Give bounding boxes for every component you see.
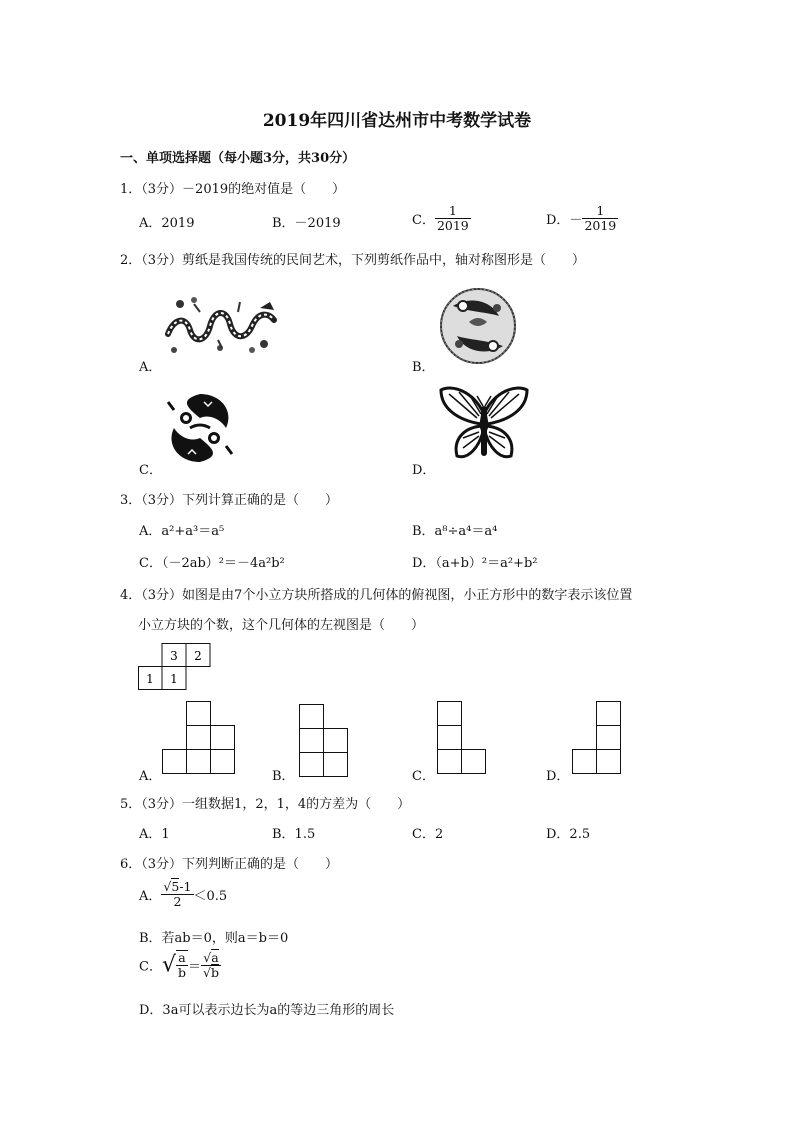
q1-c-denominator: 2019 (436, 218, 469, 233)
section-heading: 一、单项选择题（每小题3分，共30分） (120, 151, 356, 166)
question-6-stem: 6．（3分）下列判断正确的是（ ） (120, 857, 339, 872)
dragon-papercut-image (160, 290, 282, 362)
q6-option-a-tail: ＜0.5 (193, 889, 228, 904)
q6-option-c-label: C． (139, 959, 162, 975)
question-4-stem-line1: 4．（3分）如图是由7个小立方块所搭成的几何体的俯视图，小正方形中的数字表示该位置 (120, 588, 633, 603)
q3-option-d: D．（a+b）²＝a²+b² (412, 556, 538, 571)
q6-a-radicand: 5 (171, 879, 180, 894)
q1-c-numerator: 1 (435, 204, 471, 219)
q1-option-b: B．－2019 (272, 216, 341, 231)
q6-option-c (139, 950, 221, 980)
q2-option-c: C． (139, 463, 162, 478)
q6-c-left-denominator: b (177, 965, 186, 980)
q4-option-a: A． (139, 769, 162, 784)
q6-option-a-fraction (161, 880, 193, 909)
q6-a-denominator: 2 (173, 894, 182, 909)
q6-c-left-fraction (176, 950, 188, 980)
page-title: 2019年四川省达州市中考数学试卷 (262, 111, 532, 131)
q1-option-d-fraction (582, 204, 618, 233)
q4-option-c-figure (437, 701, 487, 774)
grid-number: 1 (146, 672, 154, 686)
q1-option-d-label: D．－ (546, 213, 583, 228)
q2-option-d: D． (412, 463, 436, 478)
q1-d-numerator: 1 (582, 204, 618, 219)
q1-option-c-fraction (435, 204, 471, 233)
butterfly-papercut-image (437, 384, 531, 466)
sqrt-icon: √ (163, 879, 172, 894)
q5-option-c: C．2 (412, 827, 444, 842)
q4-option-c: C． (412, 769, 435, 784)
question-4-stem-line2: 小立方块的个数，这个几何体的左视图是（ ） (138, 618, 425, 633)
q6-c-equals: ＝ (188, 959, 202, 975)
q3-option-c: C．（－2ab）²＝－4a²b² (139, 556, 285, 571)
q6-c-right-numerator-value: a (211, 949, 219, 965)
q6-c-right-denominator (201, 966, 221, 980)
sqrt-icon: √ (203, 964, 211, 980)
grid-number: 3 (170, 649, 178, 663)
fish-swirl-papercut-image (164, 388, 236, 468)
q6-c-left-numerator: a (176, 951, 188, 966)
q6-a-minus-one: -1 (179, 879, 192, 894)
q4-option-b: B． (272, 769, 295, 784)
sqrt-icon: √ (161, 952, 176, 978)
q6-option-d: D．3a可以表示边长为a的等边三角形的周长 (139, 1003, 395, 1018)
q6-c-right-denominator-value: b (210, 964, 219, 980)
q4-option-d-figure (572, 701, 622, 774)
grid-number: 1 (170, 672, 178, 686)
q6-option-b: B．若ab＝0，则a＝b＝0 (139, 931, 289, 946)
q6-option-a-label: A． (139, 889, 162, 904)
question-1-stem: 1．（3分）－2019的绝对值是（ ） (120, 182, 346, 197)
q6-a-numerator (161, 880, 193, 895)
q5-option-b: B．1.5 (272, 827, 316, 842)
q3-option-b: B．a⁸÷a⁴＝a⁴ (412, 524, 498, 539)
q1-d-denominator: 2019 (584, 218, 617, 233)
q6-c-right-fraction (201, 951, 221, 980)
q4-option-d: D． (546, 769, 570, 784)
q4-option-b-figure (299, 704, 349, 777)
top-view-grid (138, 643, 214, 691)
q6-option-a (139, 880, 227, 909)
sqrt-icon: √ (203, 949, 212, 965)
q1-option-c-label: C． (412, 213, 435, 228)
q1-option-d (546, 204, 618, 233)
q1-option-a: A．2019 (139, 216, 195, 231)
q2-option-b: B． (412, 360, 435, 375)
q5-option-d: D．2.5 (546, 827, 591, 842)
q5-option-a: A．1 (139, 827, 170, 842)
question-3-stem: 3．（3分）下列计算正确的是（ ） (120, 493, 339, 508)
question-5-stem: 5．（3分）一组数据1，2，1，4的方差为（ ） (120, 797, 411, 812)
q4-option-a-figure (162, 701, 236, 774)
grid-number: 2 (194, 649, 202, 663)
q1-option-c (412, 204, 471, 233)
fish-circle-papercut-image (439, 286, 517, 366)
q2-option-a: A． (139, 360, 162, 375)
question-2-stem: 2．（3分）剪纸是我国传统的民间艺术，下列剪纸作品中，轴对称图形是（ ） (120, 253, 586, 268)
q3-option-a: A．a²+a³＝a⁵ (139, 524, 225, 539)
